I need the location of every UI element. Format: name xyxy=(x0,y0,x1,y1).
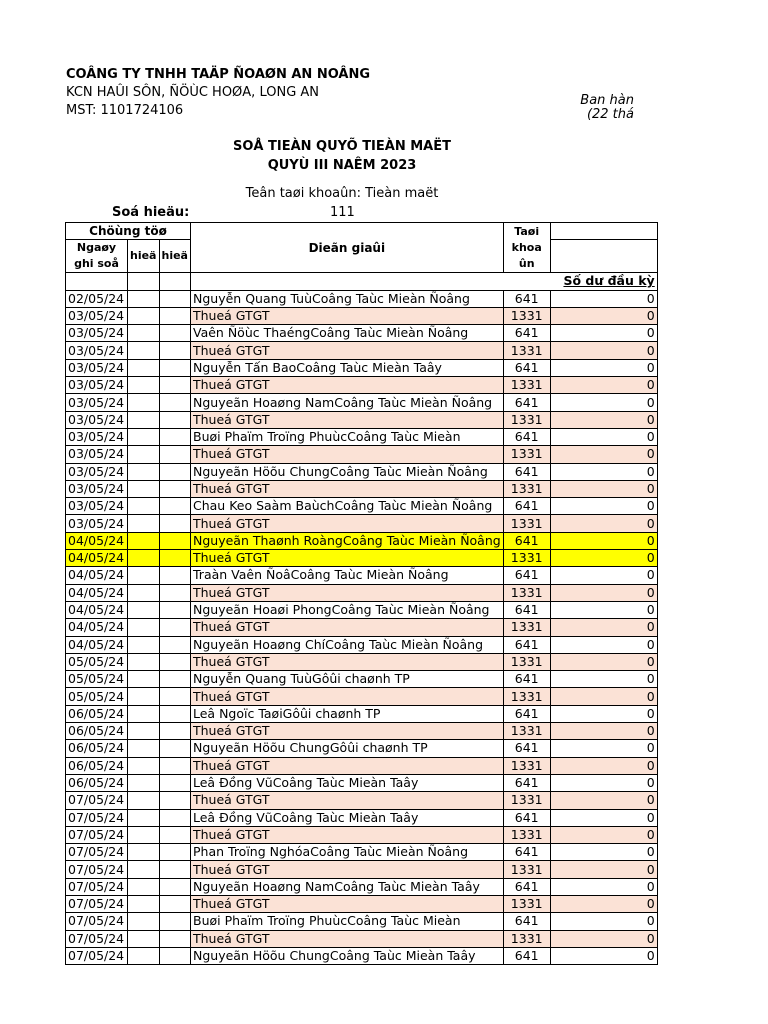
row-amount: 0 xyxy=(550,463,657,480)
row-description: Nguyễn Tấn BaoCoâng Taùc Mieàn Taây xyxy=(191,359,504,376)
row-voucher-no-1 xyxy=(128,861,160,878)
row-voucher-no-2 xyxy=(159,947,191,964)
row-voucher-no-1 xyxy=(128,913,160,930)
form-note-line1: Ban hàn xyxy=(580,93,634,108)
table-row xyxy=(66,636,658,653)
row-voucher-no-2 xyxy=(159,792,191,809)
row-date: 07/05/24 xyxy=(66,792,128,809)
row-voucher-no-1 xyxy=(128,809,160,826)
row-date: 04/05/24 xyxy=(66,584,128,601)
row-date: 07/05/24 xyxy=(66,930,128,947)
account-no: 111 xyxy=(330,205,355,220)
row-amount: 0 xyxy=(550,290,657,307)
voucher-group-header: Chöùng töø xyxy=(66,223,191,240)
row-description: Buøi Phaïm Troïng PhuùcCoâng Taùc Mieàn xyxy=(191,913,504,930)
row-voucher-no-2 xyxy=(159,550,191,567)
row-date: 07/05/24 xyxy=(66,844,128,861)
row-account: 1331 xyxy=(503,826,550,843)
row-description: Traàn Vaên ÑoâCoâng Taùc Mieàn Ñoâng xyxy=(191,567,504,584)
table-row xyxy=(66,826,658,843)
row-voucher-no-1 xyxy=(128,723,160,740)
table-row xyxy=(66,532,658,549)
table-row xyxy=(66,861,658,878)
row-date: 03/05/24 xyxy=(66,480,128,497)
row-voucher-no-1 xyxy=(128,826,160,843)
table-row xyxy=(66,723,658,740)
tax-code: MST: 1101724106 xyxy=(66,103,184,118)
row-date: 03/05/24 xyxy=(66,394,128,411)
row-description: Leâ Đồng VũCoâng Taùc Mieàn Taây xyxy=(191,774,504,791)
row-account: 1331 xyxy=(503,792,550,809)
row-description: Chau Keo Saàm BaùchCoâng Taùc Mieàn Ñoâng xyxy=(191,498,504,515)
row-account: 641 xyxy=(503,498,550,515)
table-row xyxy=(66,498,658,515)
row-account: 1331 xyxy=(503,895,550,912)
row-amount: 0 xyxy=(550,895,657,912)
table-row xyxy=(66,550,658,567)
row-amount: 0 xyxy=(550,723,657,740)
table-row xyxy=(66,757,658,774)
row-description: Thueá GTGT xyxy=(191,446,504,463)
row-voucher-no-1 xyxy=(128,619,160,636)
row-voucher-no-1 xyxy=(128,774,160,791)
table-row xyxy=(66,359,658,376)
row-description: Nguyeãn Höõu ChungCoâng Taùc Mieàn Taây xyxy=(191,947,504,964)
row-amount: 0 xyxy=(550,515,657,532)
row-description: Thueá GTGT xyxy=(191,688,504,705)
row-date: 06/05/24 xyxy=(66,774,128,791)
row-voucher-no-1 xyxy=(128,653,160,670)
ledger-period: QUYÙ III NAÊM 2023 xyxy=(267,158,417,173)
row-amount: 0 xyxy=(550,913,657,930)
row-account: 641 xyxy=(503,532,550,549)
table-row xyxy=(66,740,658,757)
table-row xyxy=(66,705,658,722)
row-description: Vaên Ñöùc ThaéngCoâng Taùc Mieàn Ñoâng xyxy=(191,325,504,342)
row-description: Thueá GTGT xyxy=(191,757,504,774)
row-voucher-no-1 xyxy=(128,325,160,342)
row-voucher-no-1 xyxy=(128,411,160,428)
row-description: Nguyeãn Hoaøi PhongCoâng Taùc Mieàn Ñoâng xyxy=(191,601,504,618)
row-voucher-no-2 xyxy=(159,480,191,497)
row-account: 1331 xyxy=(503,411,550,428)
row-amount: 0 xyxy=(550,930,657,947)
row-voucher-no-2 xyxy=(159,394,191,411)
row-amount: 0 xyxy=(550,446,657,463)
row-voucher-no-2 xyxy=(159,930,191,947)
account-header: Taøi khoa ûn xyxy=(503,223,550,273)
row-account: 641 xyxy=(503,428,550,445)
row-amount: 0 xyxy=(550,411,657,428)
row-voucher-no-2 xyxy=(159,307,191,324)
table-row xyxy=(66,809,658,826)
row-voucher-no-2 xyxy=(159,636,191,653)
ledger-table xyxy=(65,222,658,965)
row-voucher-no-1 xyxy=(128,636,160,653)
row-date: 03/05/24 xyxy=(66,342,128,359)
row-date: 03/05/24 xyxy=(66,411,128,428)
row-amount: 0 xyxy=(550,740,657,757)
row-voucher-no-1 xyxy=(128,394,160,411)
row-amount: 0 xyxy=(550,584,657,601)
row-date: 06/05/24 xyxy=(66,757,128,774)
row-date: 07/05/24 xyxy=(66,913,128,930)
row-account: 1331 xyxy=(503,446,550,463)
row-description: Thueá GTGT xyxy=(191,342,504,359)
row-voucher-no-2 xyxy=(159,895,191,912)
table-row xyxy=(66,930,658,947)
row-voucher-no-1 xyxy=(128,342,160,359)
row-amount: 0 xyxy=(550,774,657,791)
row-account: 641 xyxy=(503,878,550,895)
row-voucher-no-2 xyxy=(159,878,191,895)
row-date: 04/05/24 xyxy=(66,619,128,636)
row-amount: 0 xyxy=(550,567,657,584)
row-voucher-no-2 xyxy=(159,584,191,601)
table-row xyxy=(66,792,658,809)
row-voucher-no-1 xyxy=(128,947,160,964)
row-description: Nguyeãn Hoaøng NamCoâng Taùc Mieàn Ñoâng xyxy=(191,394,504,411)
row-voucher-no-2 xyxy=(159,757,191,774)
row-account: 1331 xyxy=(503,480,550,497)
header-row-1 xyxy=(66,223,658,240)
row-amount: 0 xyxy=(550,359,657,376)
row-account: 641 xyxy=(503,913,550,930)
row-voucher-no-1 xyxy=(128,688,160,705)
row-voucher-no-1 xyxy=(128,359,160,376)
row-voucher-no-2 xyxy=(159,671,191,688)
opening-balance-label: Số dư đầu kỳ xyxy=(191,273,658,290)
row-account: 641 xyxy=(503,636,550,653)
row-account: 1331 xyxy=(503,930,550,947)
row-date: 03/05/24 xyxy=(66,463,128,480)
row-date: 06/05/24 xyxy=(66,740,128,757)
row-account: 1331 xyxy=(503,723,550,740)
row-voucher-no-1 xyxy=(128,515,160,532)
row-voucher-no-1 xyxy=(128,844,160,861)
row-voucher-no-1 xyxy=(128,377,160,394)
row-account: 641 xyxy=(503,394,550,411)
table-row xyxy=(66,688,658,705)
table-row xyxy=(66,567,658,584)
table-row xyxy=(66,325,658,342)
row-date: 05/05/24 xyxy=(66,688,128,705)
row-description: Thueá GTGT xyxy=(191,723,504,740)
row-date: 07/05/24 xyxy=(66,826,128,843)
row-description: Thueá GTGT xyxy=(191,653,504,670)
row-voucher-no-2 xyxy=(159,861,191,878)
row-date: 03/05/24 xyxy=(66,359,128,376)
table-row xyxy=(66,446,658,463)
row-voucher-no-2 xyxy=(159,325,191,342)
row-voucher-no-1 xyxy=(128,307,160,324)
amount-header-top xyxy=(550,223,657,240)
row-date: 05/05/24 xyxy=(66,671,128,688)
row-description: Thueá GTGT xyxy=(191,411,504,428)
account-name: Teân taøi khoaûn: Tieàn maët xyxy=(245,186,439,201)
row-account: 641 xyxy=(503,705,550,722)
row-date: 03/05/24 xyxy=(66,307,128,324)
row-date: 03/05/24 xyxy=(66,446,128,463)
number-header-1: hieä xyxy=(128,240,160,273)
row-voucher-no-1 xyxy=(128,446,160,463)
row-voucher-no-1 xyxy=(128,480,160,497)
row-date: 07/05/24 xyxy=(66,809,128,826)
table-row xyxy=(66,878,658,895)
row-account: 1331 xyxy=(503,550,550,567)
company-name: COÂNG TY TNHH TAÄP ÑOAØN AN NOÂNG xyxy=(66,67,371,82)
row-account: 1331 xyxy=(503,688,550,705)
row-description: Thueá GTGT xyxy=(191,377,504,394)
row-voucher-no-1 xyxy=(128,428,160,445)
row-voucher-no-2 xyxy=(159,532,191,549)
row-description: Nguyeãn Höõu ChungGôûi chaønh TP xyxy=(191,740,504,757)
row-account: 1331 xyxy=(503,342,550,359)
row-account: 641 xyxy=(503,809,550,826)
row-voucher-no-2 xyxy=(159,411,191,428)
row-account: 1331 xyxy=(503,307,550,324)
row-voucher-no-1 xyxy=(128,584,160,601)
table-row xyxy=(66,601,658,618)
row-description: Nguyeãn Hoaøng ChíCoâng Taùc Mieàn Ñoâng xyxy=(191,636,504,653)
row-voucher-no-1 xyxy=(128,290,160,307)
table-row xyxy=(66,342,658,359)
row-description: Thueá GTGT xyxy=(191,515,504,532)
table-row xyxy=(66,947,658,964)
row-description: Thueá GTGT xyxy=(191,861,504,878)
row-voucher-no-2 xyxy=(159,653,191,670)
row-voucher-no-2 xyxy=(159,688,191,705)
row-description: Thueá GTGT xyxy=(191,550,504,567)
row-account: 641 xyxy=(503,947,550,964)
row-voucher-no-1 xyxy=(128,532,160,549)
row-amount: 0 xyxy=(550,498,657,515)
row-date: 05/05/24 xyxy=(66,653,128,670)
row-voucher-no-2 xyxy=(159,498,191,515)
row-amount: 0 xyxy=(550,653,657,670)
row-voucher-no-1 xyxy=(128,550,160,567)
row-date: 04/05/24 xyxy=(66,532,128,549)
row-amount: 0 xyxy=(550,394,657,411)
row-account: 641 xyxy=(503,774,550,791)
table-row xyxy=(66,584,658,601)
row-account: 641 xyxy=(503,463,550,480)
row-amount: 0 xyxy=(550,307,657,324)
row-voucher-no-1 xyxy=(128,895,160,912)
row-voucher-no-1 xyxy=(128,792,160,809)
ledger-title: SOÅ TIEÀN QUYÕ TIEÀN MAËT xyxy=(233,139,451,154)
row-date: 06/05/24 xyxy=(66,705,128,722)
row-account: 641 xyxy=(503,601,550,618)
row-voucher-no-2 xyxy=(159,567,191,584)
row-voucher-no-2 xyxy=(159,428,191,445)
row-amount: 0 xyxy=(550,688,657,705)
row-account: 641 xyxy=(503,740,550,757)
table-row xyxy=(66,307,658,324)
row-account: 641 xyxy=(503,671,550,688)
row-description: Thueá GTGT xyxy=(191,307,504,324)
row-voucher-no-1 xyxy=(128,930,160,947)
row-voucher-no-1 xyxy=(128,463,160,480)
row-date: 03/05/24 xyxy=(66,498,128,515)
row-account: 641 xyxy=(503,290,550,307)
row-voucher-no-1 xyxy=(128,878,160,895)
company-address: KCN HAÛI SÔN, ÑÖÙC HOØA, LONG AN xyxy=(66,85,320,100)
date-header: Ngaøy ghi soå xyxy=(66,240,128,273)
row-description: Leâ Ngoïc TaøiGôûi chaønh TP xyxy=(191,705,504,722)
row-description: Phan Troïng NghóaCoâng Taùc Mieàn Ñoâng xyxy=(191,844,504,861)
row-voucher-no-1 xyxy=(128,740,160,757)
row-description: Buøi Phaïm Troïng PhuùcCoâng Taùc Mieàn xyxy=(191,428,504,445)
table-row xyxy=(66,377,658,394)
row-amount: 0 xyxy=(550,377,657,394)
row-amount: 0 xyxy=(550,809,657,826)
table-row xyxy=(66,913,658,930)
row-description: Nguyeãn Thaønh RoàngCoâng Taùc Mieàn Ñoâng xyxy=(191,532,504,549)
opening-balance-row xyxy=(66,273,658,290)
row-voucher-no-2 xyxy=(159,913,191,930)
row-voucher-no-2 xyxy=(159,740,191,757)
row-voucher-no-2 xyxy=(159,826,191,843)
row-amount: 0 xyxy=(550,325,657,342)
row-date: 07/05/24 xyxy=(66,878,128,895)
row-account: 641 xyxy=(503,844,550,861)
row-description: Thueá GTGT xyxy=(191,584,504,601)
row-amount: 0 xyxy=(550,705,657,722)
row-voucher-no-1 xyxy=(128,757,160,774)
row-voucher-no-2 xyxy=(159,446,191,463)
row-amount: 0 xyxy=(550,601,657,618)
row-description: Nguyeãn Höõu ChungCoâng Taùc Mieàn Ñoâng xyxy=(191,463,504,480)
row-date: 04/05/24 xyxy=(66,601,128,618)
number-header-2: hieä xyxy=(159,240,191,273)
table-row xyxy=(66,619,658,636)
table-row xyxy=(66,463,658,480)
row-amount: 0 xyxy=(550,947,657,964)
row-description: Thueá GTGT xyxy=(191,619,504,636)
row-description: Thueá GTGT xyxy=(191,895,504,912)
description-header: Dieãn giaûi xyxy=(191,223,504,273)
table-row xyxy=(66,774,658,791)
row-date: 03/05/24 xyxy=(66,325,128,342)
row-voucher-no-2 xyxy=(159,377,191,394)
row-amount: 0 xyxy=(550,826,657,843)
row-date: 03/05/24 xyxy=(66,377,128,394)
row-amount: 0 xyxy=(550,878,657,895)
row-date: 04/05/24 xyxy=(66,636,128,653)
row-description: Nguyễn Quang TuùCoâng Taùc Mieàn Ñoâng xyxy=(191,290,504,307)
row-account: 1331 xyxy=(503,757,550,774)
row-voucher-no-2 xyxy=(159,809,191,826)
row-date: 07/05/24 xyxy=(66,895,128,912)
row-amount: 0 xyxy=(550,636,657,653)
row-voucher-no-1 xyxy=(128,498,160,515)
row-account: 641 xyxy=(503,567,550,584)
table-row xyxy=(66,671,658,688)
row-voucher-no-1 xyxy=(128,601,160,618)
row-description: Nguyễn Quang TuùGôûi chaønh TP xyxy=(191,671,504,688)
row-voucher-no-1 xyxy=(128,671,160,688)
row-amount: 0 xyxy=(550,844,657,861)
row-account: 641 xyxy=(503,325,550,342)
row-amount: 0 xyxy=(550,861,657,878)
row-voucher-no-2 xyxy=(159,619,191,636)
amount-header-bottom xyxy=(550,240,657,273)
table-row xyxy=(66,394,658,411)
row-date: 04/05/24 xyxy=(66,550,128,567)
row-amount: 0 xyxy=(550,550,657,567)
table-row xyxy=(66,411,658,428)
row-voucher-no-2 xyxy=(159,359,191,376)
row-description: Thueá GTGT xyxy=(191,930,504,947)
row-amount: 0 xyxy=(550,532,657,549)
row-voucher-no-2 xyxy=(159,705,191,722)
row-voucher-no-2 xyxy=(159,290,191,307)
row-date: 07/05/24 xyxy=(66,861,128,878)
row-account: 1331 xyxy=(503,861,550,878)
row-description: Nguyeãn Hoaøng NamCoâng Taùc Mieàn Taây xyxy=(191,878,504,895)
row-account: 1331 xyxy=(503,515,550,532)
row-account: 1331 xyxy=(503,653,550,670)
row-amount: 0 xyxy=(550,792,657,809)
table-row xyxy=(66,844,658,861)
table-row xyxy=(66,428,658,445)
form-note-line2: (22 thá xyxy=(586,107,634,122)
account-no-label: Soá hieäu: xyxy=(112,205,190,220)
row-date: 03/05/24 xyxy=(66,428,128,445)
row-amount: 0 xyxy=(550,757,657,774)
row-description: Thueá GTGT xyxy=(191,826,504,843)
table-row xyxy=(66,290,658,307)
row-voucher-no-2 xyxy=(159,601,191,618)
row-voucher-no-1 xyxy=(128,705,160,722)
row-amount: 0 xyxy=(550,342,657,359)
row-account: 641 xyxy=(503,359,550,376)
row-amount: 0 xyxy=(550,619,657,636)
row-account: 1331 xyxy=(503,584,550,601)
row-amount: 0 xyxy=(550,428,657,445)
table-row xyxy=(66,515,658,532)
row-date: 04/05/24 xyxy=(66,567,128,584)
row-amount: 0 xyxy=(550,671,657,688)
row-voucher-no-2 xyxy=(159,342,191,359)
table-row xyxy=(66,895,658,912)
row-account: 1331 xyxy=(503,619,550,636)
row-voucher-no-2 xyxy=(159,463,191,480)
row-description: Thueá GTGT xyxy=(191,480,504,497)
row-voucher-no-2 xyxy=(159,774,191,791)
row-amount: 0 xyxy=(550,480,657,497)
row-voucher-no-2 xyxy=(159,844,191,861)
row-description: Leâ Đồng VũCoâng Taùc Mieàn Taây xyxy=(191,809,504,826)
row-date: 07/05/24 xyxy=(66,947,128,964)
row-voucher-no-1 xyxy=(128,567,160,584)
row-description: Thueá GTGT xyxy=(191,792,504,809)
row-voucher-no-2 xyxy=(159,515,191,532)
row-date: 02/05/24 xyxy=(66,290,128,307)
row-date: 03/05/24 xyxy=(66,515,128,532)
table-row xyxy=(66,653,658,670)
row-account: 1331 xyxy=(503,377,550,394)
table-row xyxy=(66,480,658,497)
row-date: 06/05/24 xyxy=(66,723,128,740)
row-voucher-no-2 xyxy=(159,723,191,740)
